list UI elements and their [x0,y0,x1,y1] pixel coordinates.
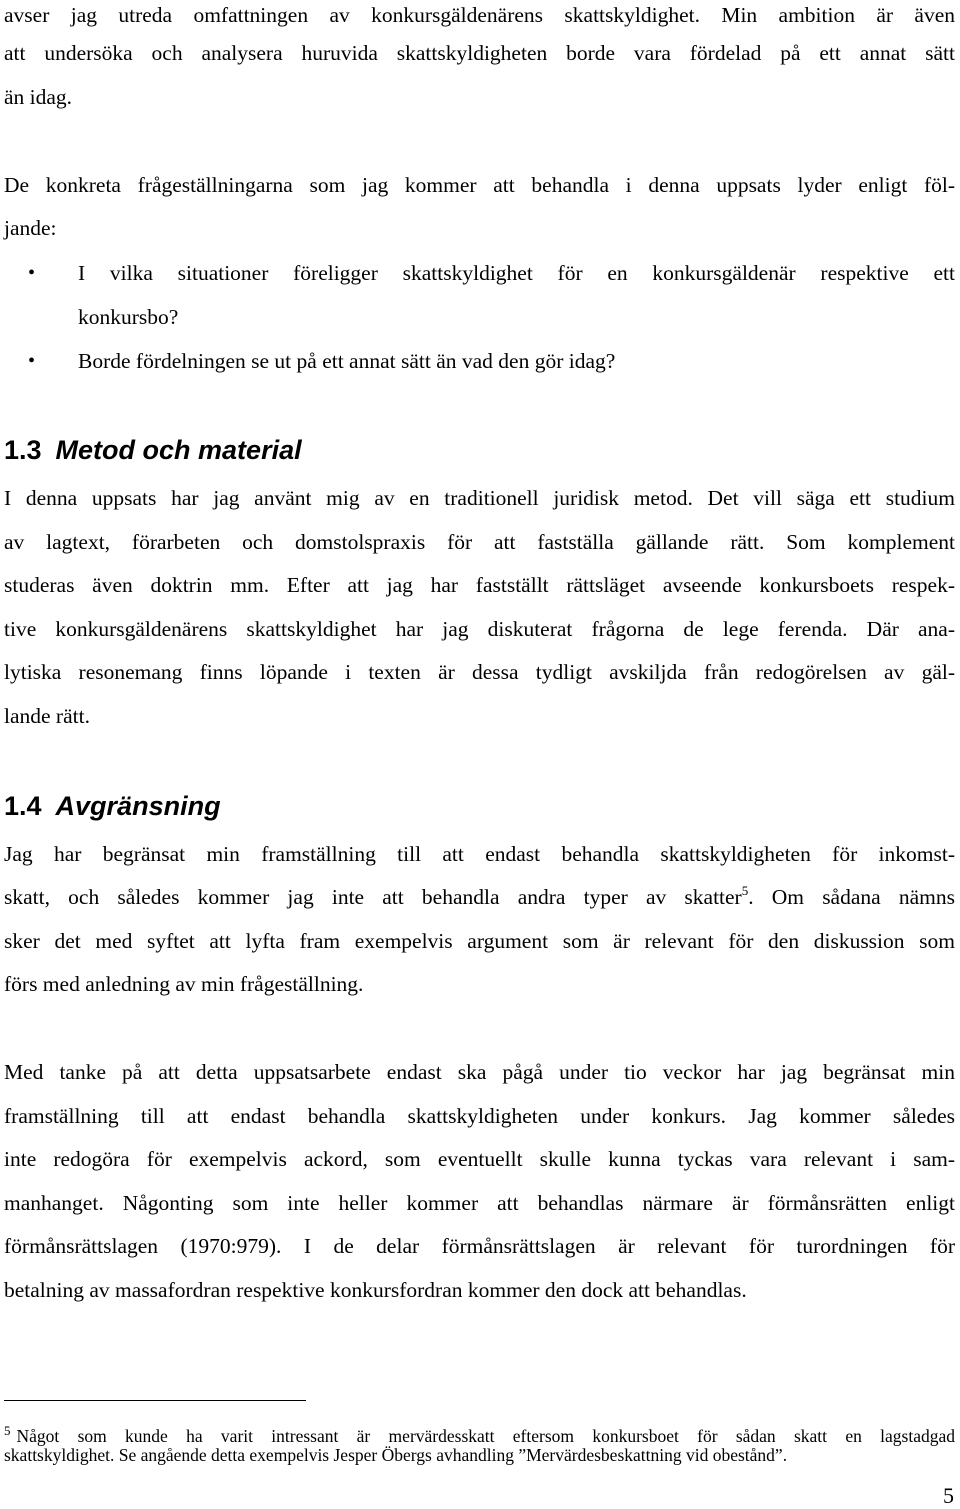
page-number: 5 [943,1483,954,1508]
footnote-separator [4,1400,306,1401]
body-text-line: förmånsrättslagen (1970:979). I de delar förmånsrättslagen är relevant för turordningen för [4,1234,955,1258]
body-text-line: av lagtext, förarbeten och domstolspraxis för att fastställa gällande rätt. Som komplement [4,530,955,554]
body-text-line: lande rätt. [4,704,90,728]
body-text-line: än idag. [4,85,73,109]
section-number: 1.3 [4,435,42,465]
footnote-text: Något som kunde ha varit intressant är mervärdesskatt eftersom konkursboet för sådan skatt en lagstadgad [16,1426,955,1446]
body-text-line: framställning till att endast behandla skattskyldigheten under konkurs. Jag kommer således [4,1104,955,1128]
body-text-line: förs med anledning av min frågeställning. [4,972,364,996]
body-text-line: studeras även doktrin mm. Efter att jag har fastställt rättsläget avseende konkursboets respek- [4,573,955,597]
body-text-line: sker det med syftet att lyfta fram exempelvis argument som är relevant för den diskussion som [4,929,955,953]
body-text-line: avser jag utreda omfattningen av konkursgäldenärens skattskyldighet. Min ambition är även [4,3,955,27]
body-text-line: jande: [4,216,57,240]
body-text-line: betalning av massafordran respektive konkursfordran kommer den dock att behandlas. [4,1278,747,1302]
body-text-line [4,882,955,912]
body-text-line: att undersöka och analysera huruvida skattskyldigheten borde vara fördelad på ett annat sätt [4,41,955,65]
body-text-line: I denna uppsats har jag använt mig av en traditionell juridisk metod. Det vill säga ett studium [4,486,955,510]
body-text: . Om sådana nämns [748,885,955,909]
body-text-line: manhanget. Någonting som inte heller kommer att behandlas närmare är förmånsrätten enligt [4,1191,955,1215]
body-text-line: inte redogöra för exempelvis ackord, som eventuellt skulle kunna tyckas vara relevant i sam- [4,1147,955,1171]
body-text-line: lytiska resonemang finns löpande i texten är dessa tydligt avskiljda från redogörelsen av gäl- [4,660,955,684]
body-text-line: De konkreta frågeställningarna som jag kommer att behandla i denna uppsats lyder enligt föl- [4,173,955,197]
bullet-icon: • [28,262,36,284]
bullet-item-line: Borde fördelningen se ut på ett annat sätt än vad den gör idag? [78,349,616,373]
section-heading [4,789,221,823]
footnote-line [4,1420,955,1447]
body-text-line: tive konkursgäldenärens skattskyldighet har jag diskuterat frågorna de lege ferenda. Där ana- [4,617,955,641]
body-text-line: Med tanke på att detta uppsatsarbete endast ska pågå under tio veckor har jag begränsat min [4,1060,955,1084]
body-text-line: Jag har begränsat min framställning till att endast behandla skattskyldigheten för inkomst- [4,842,955,866]
bullet-item-line: I vilka situationer föreligger skattskyldighet för en konkursgäldenär respektive ett [78,261,955,285]
footnote-line: skattskyldighet. Se angående detta exempelvis Jesper Öbergs avhandling ”Mervärdesbeskattning vid obestånd”. [4,1445,788,1465]
bullet-icon: • [28,350,36,372]
footnote-mark: 5 [4,1423,11,1438]
bullet-item-line: konkursbo? [78,305,179,329]
footnote-reference: 5 [741,883,749,898]
body-text: skatt, och således kommer jag inte att behandla andra typer av skatter [4,885,742,909]
section-heading [4,433,302,467]
section-title: Metod och material [55,435,302,465]
section-title: Avgränsning [55,791,221,821]
section-number: 1.4 [4,791,42,821]
